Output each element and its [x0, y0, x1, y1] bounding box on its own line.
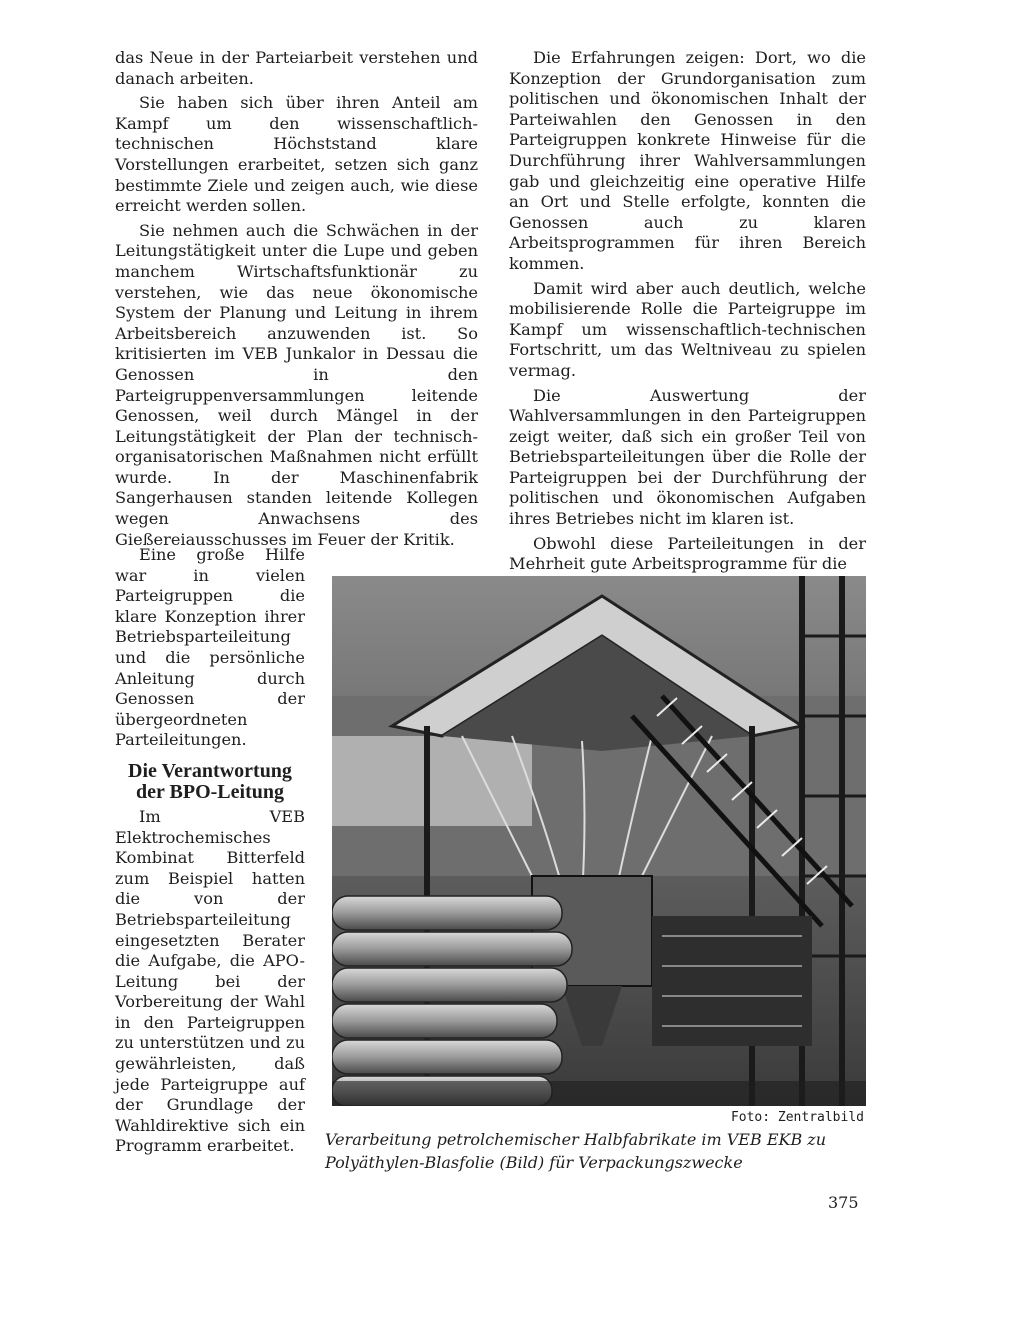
paragraph: Die Auswertung der Wahlversammlungen in den Parteigruppen zeigt weiter, daß sich ein großer Teil von Betriebsparteileitungen über die Rolle der Parteigruppen bei der Durchführung der politischen und ökonomischen Aufgaben ihres Betriebes nicht im klaren ist. — [509, 385, 866, 529]
paragraph: das Neue in der Parteiarbeit verstehen und danach arbeiten. — [115, 48, 478, 88]
paragraph: Im VEB Elektrochemisches Kombinat Bitterfeld zum Beispiel hatten die von der Betriebsparteileitung eingesetzten Berater die Aufgabe, die APO-Leitung bei der Vorbereitung der Wahl in den Parteigruppen zu unterstützen und zu gewährleisten, daß jede Parteigruppe auf der Grundlage der Wahldirektive sich ein Programm erarbeitet. — [115, 806, 305, 1156]
photo-credit: Foto: Zentralbild — [730, 1110, 864, 1125]
narrow-text-column — [115, 545, 305, 1157]
paragraph: Sie haben sich über ihren Anteil am Kampf um den wissenschaftlich-technischen Höchststand klare Vorstellungen erarbeitet, setzen sich ganz bestimmte Ziele und zeigen auch, wie diese erreicht werden sollen. — [115, 93, 478, 216]
section-heading: Die Verantwortung der BPO-Leitung — [128, 759, 292, 803]
right-text-column — [509, 48, 866, 575]
paragraph: Die Erfahrungen zeigen: Dort, wo die Konzeption der Grundorganisation zum politischen und ökonomischen Inhalt der Parteiwahlen den Genossen in den Parteigruppen konkrete Hinweise für die Durchführung ihrer Wahlversammlungen gab und gleichzeitig eine operative Hilfe an Ort und Stelle erfolgte, konnten die Genossen auch zu klaren Arbeitsprogrammen für ihren Bereich kommen. — [509, 48, 866, 273]
factory-photo — [332, 576, 866, 1106]
photo-caption: Verarbeitung petrolchemischer Halbfabrikate im VEB EKB zu Polyäthylen-Blasfolie (Bild) für Verpackungszwecke — [325, 1130, 827, 1172]
paragraph: Eine große Hilfe war in vielen Parteigruppen die klare Konzeption ihrer Betriebsparteileitung und die persönliche Anleitung durch Genossen der übergeordneten Parteileitungen. — [115, 545, 305, 750]
left-text-column — [115, 48, 478, 550]
paragraph: Obwohl diese Parteileitungen in der Mehrheit gute Arbeitsprogramme für die — [509, 533, 866, 574]
page-number: 375 — [828, 1193, 859, 1212]
paragraph: Damit wird aber auch deutlich, welche mobilisierende Rolle die Parteigruppe im Kampf um wissenschaftlich-technischen Fortschritt, um das Weltniveau zu spielen vermag. — [509, 278, 866, 380]
paragraph: Sie nehmen auch die Schwächen in der Leitungstätigkeit unter die Lupe und geben manchem Wirtschaftsfunktionär zu verstehen, wie das neue ökonomische System der Planung und Leitung in ihrem Arbeitsbereich anzuwenden ist. So kritisierten im VEB Junkalor in Dessau die Genossen in den Parteigruppenversammlungen leitende Genossen, weil durch Mängel in der Leitungstätigkeit der Plan der technisch-organisatorischen Maßnahmen nicht erfüllt wurde. In der Maschinenfabrik Sangerhausen standen leitende Kollegen wegen Anwachsens des Gießereiausschusses im Feuer der Kritik. — [115, 220, 478, 549]
